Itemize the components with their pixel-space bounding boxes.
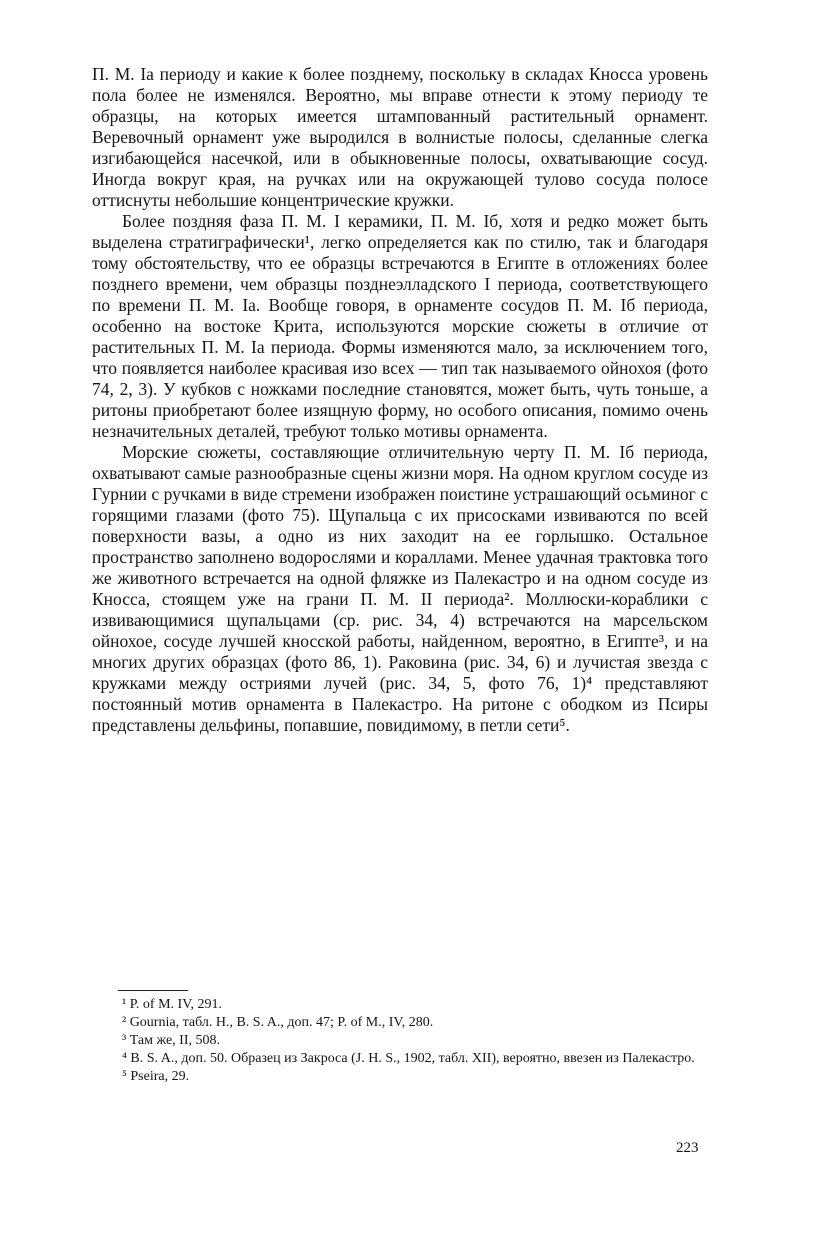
footnotes <box>92 996 708 1086</box>
footnote-5: ⁵ Pseira, 29. <box>122 1069 190 1084</box>
paragraph-3: Морские сюжеты, составляющие отличительную черту П. М. Iб периода, охватывают самые разнообразные сцены жизни моря. На одном круглом сосуде из Гурнии с ручками в виде стремени изображен поистине устрашающий осьминог с горящими глазами (фото 75). Щупальца с их присосками извиваются по всей поверхности вазы, а одно из них заходит на ее горлышко. Остальное пространство заполнено водорослями и кораллами. Менее удачная трактовка того же животного встречается на одной фляжке из Палекастро и на одном сосуде из Кносса, стоящем уже на грани П. М. II периода². Моллюски-кораблики с извивающимися щупальцами (ср. рис. 34, 4) встречаются на марсельском ойнохое, сосуде лучшей кносской работы, найденном, вероятно, в Египте³, и на многих других образцах (фото 86, 1). Раковина (рис. 34, 6) и лучистая звезда с кружками между остриями лучей (рис. 34, 5, фото 76, 1)⁴ представляют постоянный мотив орнамента в Палекастро. На ритоне с ободком из Псиры представлены дельфины, попавшие, повидимому, в петли сети⁵. <box>92 442 708 735</box>
footnote-4: ⁴ B. S. A., доп. 50. Образец из Закроса (J. H. S., 1902, табл. XII), вероятно, ввезен из Палекастро. <box>122 1051 695 1066</box>
page-number: 223 <box>676 1140 699 1156</box>
footnote-divider <box>118 990 188 991</box>
footnote-3: ³ Там же, II, 508. <box>122 1033 220 1048</box>
footnote-2: ² Gournia, табл. H., B. S. A., доп. 47; P. of M., IV, 280. <box>122 1015 434 1030</box>
paragraph-1: П. М. Iа периоду и какие к более позднему, поскольку в складах Кносса уровень пола более не изменялся. Вероятно, мы вправе отнести к этому периоду те образцы, на которых имеется штампованный растительный орнамент. Веревочный орнамент уже выродился в волнистые полосы, сделанные слегка изгибающейся насечкой, или в обыкновенные полосы, охватывающие сосуд. Иногда вокруг края, на ручках или на окружающей тулово сосуда полосе оттиснуты небольшие концентрические кружки. <box>92 64 708 210</box>
body-text <box>92 64 708 736</box>
paragraph-2: Более поздняя фаза П. М. I керамики, П. М. Iб, хотя и редко может быть выделена стратиграфически¹, легко определяется как по стилю, так и благодаря тому обстоятельству, что ее образцы встречаются в Египте в отложениях более позднего времени, чем образцы позднеэлладского I периода, соответствующего по времени П. М. Iа. Вообще говоря, в орнаменте сосудов П. М. Iб периода, особенно на востоке Крита, используются морские сюжеты в отличие от растительных П. М. Iа периода. Формы изменяются мало, за исключением того, что появляется наиболее красивая изо всех — тип так называемого ойнохоя (фото 74, 2, 3). У кубков с ножками последние становятся, может быть, чуть тоньше, а ритоны приобретают более изящную форму, но особого описания, помимо очень незначительных деталей, требуют только мотивы орнамента. <box>92 211 708 441</box>
footnote-1: ¹ P. of M. IV, 291. <box>122 997 223 1012</box>
